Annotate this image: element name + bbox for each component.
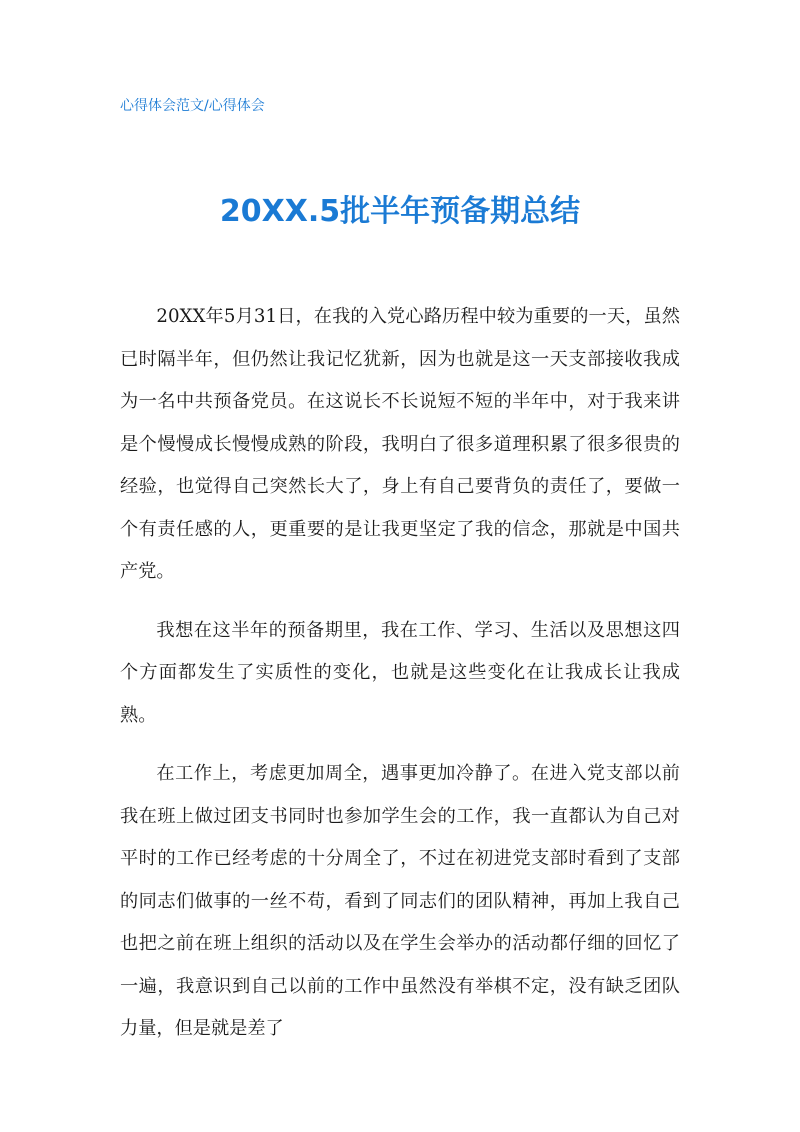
page-title: 20XX.5批半年预备期总结: [219, 194, 581, 229]
breadcrumb[interactable]: 心得体会范文/心得体会: [120, 98, 265, 114]
paragraph-3: 在工作上，考虑更加周全，遇事更加冷静了。在进入党支部以前我在班上做过团支书同时也参加学生会的工作，我一直都认为自己对平时的工作已经考虑的十分周全了，不过在初进党支部时看到了支部的同志们做事的一丝不苟，看到了同志们的团队精神，再加上我自己也把之前在班上组织的活动以及在学生会举办的活动都仔细的回忆了一遍，我意识到自己以前的工作中虽然没有举棋不定，没有缺乏团队力量，但是就是差了: [120, 763, 680, 1039]
paragraph-1: 20XX年5月31日，在我的入党心路历程中较为重要的一天，虽然已时隔半年，但仍然让我记忆犹新，因为也就是这一天支部接收我成为一名中共预备党员。在这说长不长说短不短的半年中，对于我来讲是个慢慢成长慢慢成熟的阶段，我明白了很多道理积累了很多很贵的经验，也觉得自己突然长大了，身上有自己要背负的责任了，要做一个有责任感的人，更重要的是让我更坚定了我的信念，那就是中国共产党。: [120, 306, 680, 582]
paragraph-2: 我想在这半年的预备期里，我在工作、学习、生活以及思想这四个方面都发生了实质性的变化，也就是这些变化在让我成长让我成熟。: [120, 619, 680, 726]
document-body: [120, 296, 680, 1067]
